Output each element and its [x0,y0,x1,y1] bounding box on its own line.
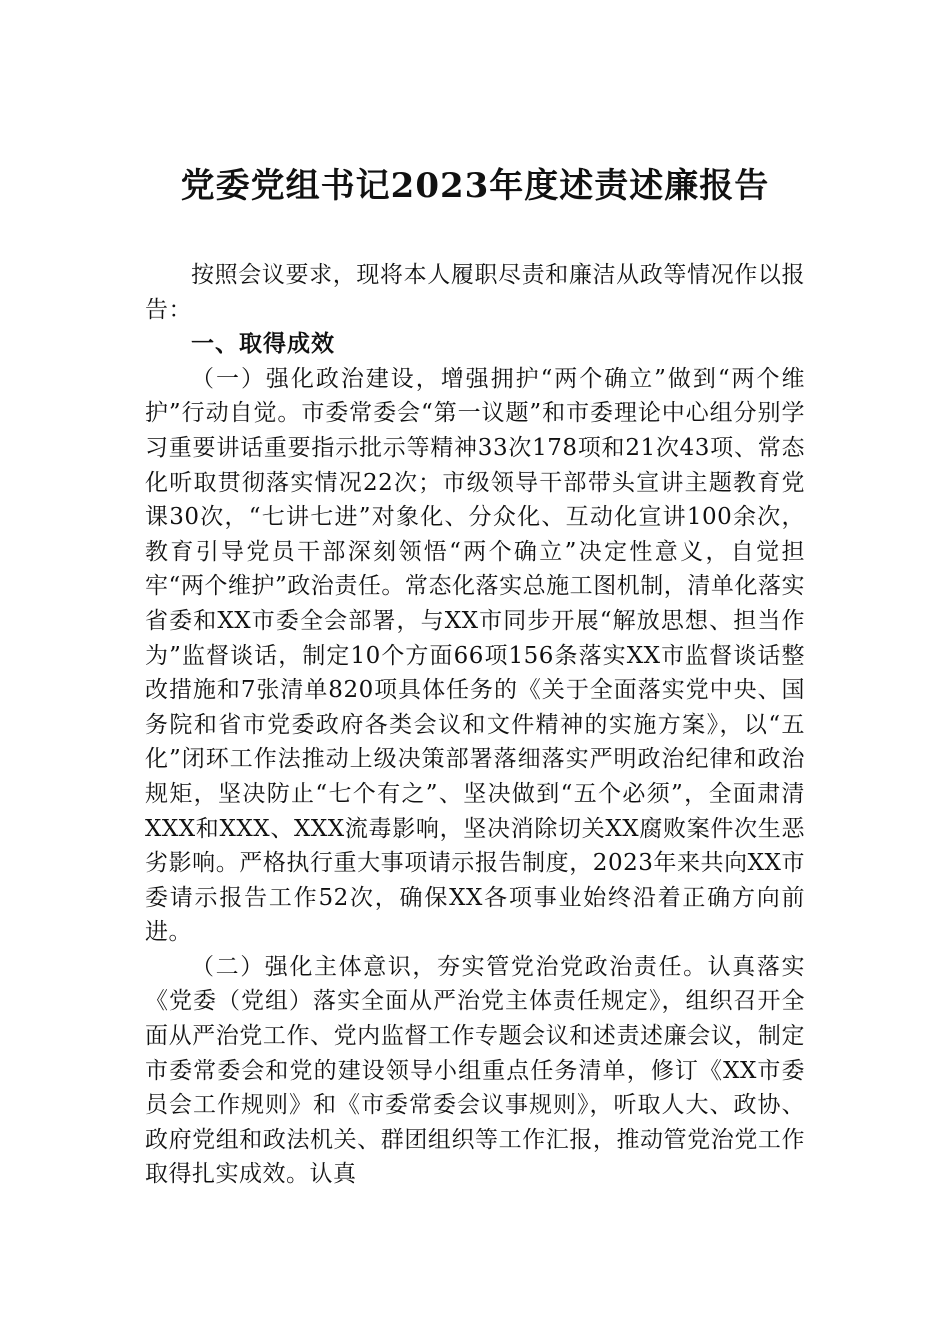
document-body [145,258,805,1192]
intro-paragraph: 按照会议要求，现将本人履职尽责和廉洁从政等情况作以报告： [145,262,805,323]
paragraph-main-responsibility: （二）强化主体意识，夯实管党治党政治责任。认真落实《党委（党组）落实全面从严治党主体责任规定》，组织召开全面从严治党工作、党内监督工作专题会议和述责述廉会议，制定市委常委会和党的建设领导小组重点任务清单，修订《XX市委员会工作规则》和《市委常委会议事规则》，听取人大、政协、政府党组和政法机关、群团组织等工作汇报，推动管党治党工作取得扎实成效。认真 [145,953,805,1188]
section-heading: 一、取得成效 [191,331,335,358]
paragraph-political-building: （一）强化政治建设，增强拥护“两个确立”做到“两个维护”行动自觉。市委常委会“第一议题”和市委理论中心组分别学习重要讲话重要指示批示等精神33次178项和21次43项、常态化听取贯彻落实情况22次；市级领导干部带头宣讲主题教育党课30次，“七讲七进”对象化、分众化、互动化宣讲100余次，教育引导党员干部深刻领悟“两个确立”决定性意义，自觉担牢“两个维护”政治责任。常态化落实总施工图机制，清单化落实省委和XX市委全会部署，与XX市同步开展“解放思想、担当作为”监督谈话，制定10个方面66项156条落实XX市监督谈话整改措施和7张清单820项具体任务的《关于全面落实党中央、国务院和省市党委政府各类会议和文件精神的实施方案》，以“五化”闭环工作法推动上级决策部署落细落实严明政治纪律和政治规矩，坚决防止“七个有之”、坚决做到“五个必须”，全面肃清XXX和XXX、XXX流毒影响，坚决消除切关XX腐败案件次生恶劣影响。严格执行重大事项请示报告制度，2023年来共向XX市委请示报告工作52次，确保XX各项事业始终沿着正确方向前进。 [145,365,805,946]
document-title: 党委党组书记2023年度述责述廉报告 [180,166,770,206]
